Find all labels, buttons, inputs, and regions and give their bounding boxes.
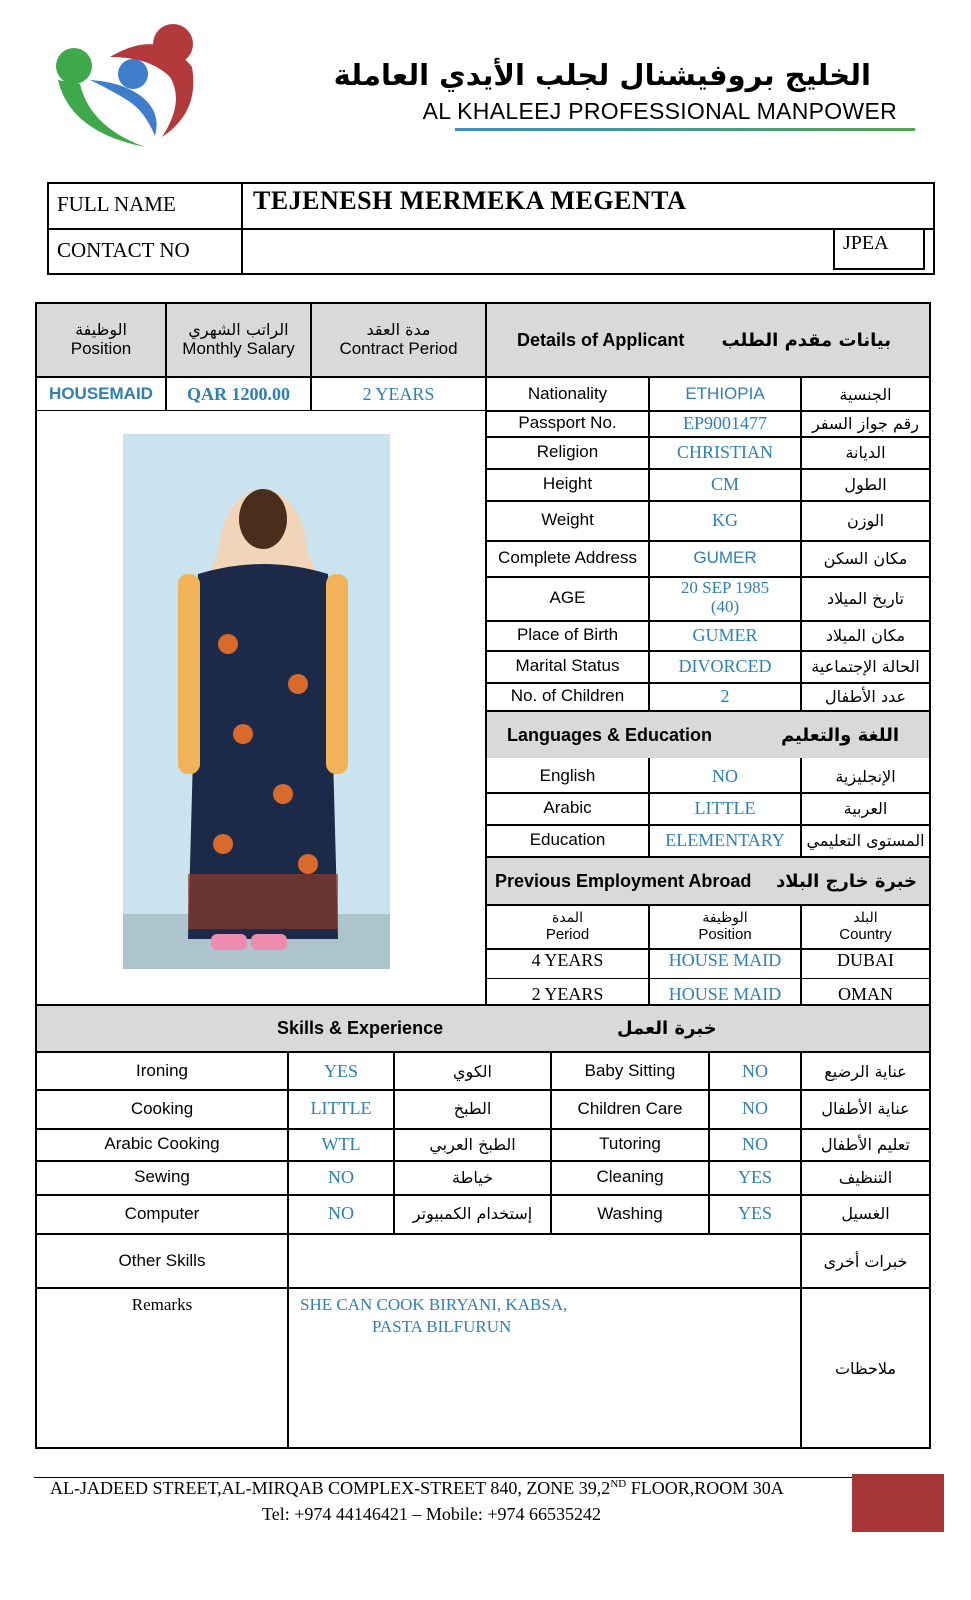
position-header-en: Position [70, 339, 132, 359]
contract-value: 2 YEARS [362, 383, 435, 404]
skill-label: Washing [597, 1203, 663, 1223]
identity-box [47, 182, 935, 275]
applicant-field-label-ar: الوزن [846, 510, 885, 530]
salary-value: QAR 1200.00 [187, 383, 290, 404]
face [239, 489, 287, 549]
skill-label-ar: عناية الرضيع [824, 1061, 907, 1081]
employment-period: 4 YEARS [531, 949, 604, 970]
address-end: FLOOR,ROOM 30A [626, 1478, 784, 1498]
skill-value: YES [737, 1166, 772, 1187]
applicant-field-value [650, 576, 800, 620]
language-value: NO [712, 765, 738, 786]
address-superscript: ND [610, 1478, 627, 1490]
details-header-en: Details of Applicant [517, 329, 685, 350]
left-shoe [211, 934, 247, 950]
applicant-field-value: CM [710, 473, 739, 494]
skill-label: Cooking [130, 1098, 194, 1118]
applicant-field-label-ar: الحالة الإجتماعية [811, 656, 920, 676]
position-header-ar: الوظيفة [75, 320, 127, 340]
company-logo [50, 22, 200, 147]
divider [485, 904, 931, 906]
footer-accent-box [852, 1474, 944, 1532]
divider [485, 948, 931, 950]
applicant-field-label: AGE [549, 588, 586, 607]
applicant-field-value: GUMER [692, 624, 758, 645]
skill-value: NO [742, 1060, 768, 1081]
right-sleeve [326, 574, 348, 774]
company-name-arabic: الخليج بروفيشنال لجلب الأيدي العاملة [333, 58, 871, 92]
skill-value: LITTLE [310, 1098, 372, 1118]
contract-header-en: Contract Period [339, 339, 458, 359]
skill-label-ar: الكوي [453, 1061, 492, 1081]
salary-header-en: Monthly Salary [182, 339, 295, 359]
skill-label-ar: الطبخ العربي [429, 1134, 516, 1154]
position-value: HOUSEMAID [49, 384, 153, 403]
position-head-en: Position [698, 926, 752, 944]
divider [35, 410, 487, 411]
divider [35, 1447, 931, 1449]
skills-title-en: Skills & Experience [277, 1018, 444, 1038]
employment-period: 2 YEARS [531, 983, 604, 1004]
applicant-field-value: EP9001477 [682, 412, 767, 433]
employment-period-head [487, 906, 648, 948]
applicant-field-value: ETHIOPIA [685, 384, 765, 403]
skill-label: Ironing [136, 1061, 188, 1080]
applicant-field-label: Place of Birth [516, 625, 619, 644]
applicant-field-label-ar: الطول [844, 474, 887, 494]
applicant-field-value: KG [712, 509, 738, 530]
divider [485, 978, 931, 979]
dress-pattern [288, 674, 308, 694]
employment-position: HOUSE MAID [668, 983, 782, 1004]
languages-title-ar: اللغة والتعليم [780, 724, 899, 746]
right-shoe [251, 934, 287, 950]
skill-label-ar: التنظيف [838, 1167, 893, 1187]
full-name-label: FULL NAME [57, 192, 176, 216]
language-label-ar: المستوى التعليمي [806, 830, 925, 850]
applicant-field-label-ar: الديانة [845, 442, 886, 462]
logo-blue-dot [118, 59, 148, 89]
divider [35, 1287, 931, 1289]
applicant-field-label: Marital Status [515, 656, 620, 675]
employment-title-en: Previous Employment Abroad [495, 870, 752, 891]
period-head-ar: المدة [552, 909, 583, 926]
applicant-field-label: Weight [541, 510, 594, 529]
skills-title-ar: خبرة العمل [617, 1018, 717, 1039]
skill-value: NO [742, 1098, 768, 1118]
dress-pattern [218, 634, 238, 654]
applicant-field-value: DIVORCED [678, 655, 772, 676]
skill-label-ar: خياطة [452, 1167, 493, 1187]
footer-phones: Tel: +974 44146421 – Mobile: +974 66535242 [262, 1504, 602, 1524]
skill-value: WTL [321, 1133, 361, 1154]
language-label: Education [529, 830, 606, 849]
contract-header-ar: مدة العقد [366, 320, 431, 340]
logo-green-arc [58, 80, 145, 147]
details-header [487, 304, 929, 376]
other-skills-value [289, 1235, 800, 1287]
language-value: LITTLE [694, 797, 756, 818]
languages-title-en: Languages & Education [507, 724, 713, 745]
employment-position-head [650, 906, 800, 948]
full-name-value: TEJENESH MERMEKA MEGENTA [253, 186, 687, 215]
skill-label-ar: الغسيل [841, 1204, 890, 1223]
remarks-line-1: SHE CAN COOK BIRYANI, KABSA, [300, 1295, 568, 1314]
applicant-field-label: Complete Address [498, 548, 637, 567]
remarks-line-2: PASTA BILFURUN [372, 1317, 512, 1336]
applicant-field-label: No. of Children [510, 686, 625, 705]
address-text: AL-JADEED STREET,AL-MIRQAB COMPLEX-STREET 840, ZONE 39,2 [50, 1478, 611, 1498]
applicant-field-label: Height [542, 474, 593, 493]
skill-label-ar: تعليم الأطفال [821, 1134, 910, 1154]
position-head-ar: الوظيفة [702, 909, 748, 926]
language-label: English [539, 766, 596, 785]
skill-value: NO [742, 1133, 768, 1154]
language-value: ELEMENTARY [665, 829, 785, 850]
salary-header-ar: الراتب الشهري [188, 320, 289, 340]
country-head-en: Country [839, 926, 892, 944]
country-head-ar: البلد [853, 909, 878, 926]
employment-country-head [802, 906, 929, 948]
contract-header [312, 306, 485, 374]
language-label: Arabic [543, 798, 592, 817]
skill-value: NO [328, 1166, 354, 1187]
applicant-field-value: GUMER [693, 548, 757, 567]
other-skills-label-ar: خبرات أخرى [823, 1251, 908, 1271]
skills-header [37, 1006, 929, 1051]
employment-title-ar: خبرة خارج البلاد [776, 870, 917, 892]
employment-position: HOUSE MAID [668, 949, 782, 970]
title-underline [455, 128, 915, 131]
applicant-field-label-ar: مكان السكن [823, 548, 908, 568]
skill-value: YES [323, 1060, 358, 1081]
divider [929, 302, 931, 1449]
skill-label: Arabic Cooking [104, 1134, 220, 1153]
skill-label: Children Care [577, 1098, 683, 1118]
language-label-ar: العربية [843, 798, 888, 818]
applicant-photo [123, 434, 390, 969]
employment-header [487, 858, 929, 904]
skill-value: YES [737, 1203, 772, 1223]
dress-pattern [233, 724, 253, 744]
skill-label-ar: الطبخ [453, 1099, 492, 1118]
applicant-field-label-ar: مكان الميلاد [825, 625, 906, 645]
salary-header [167, 306, 310, 374]
applicant-field-label-ar: عدد الأطفال [824, 686, 907, 706]
applicant-field-label: Nationality [527, 384, 608, 403]
skill-value: NO [328, 1203, 354, 1223]
position-header [37, 306, 165, 374]
employment-country: DUBAI [837, 949, 894, 970]
applicant-field-label: Religion [536, 442, 599, 461]
applicant-field-label-ar: الجنسية [839, 384, 892, 404]
skill-label: Cleaning [596, 1167, 664, 1186]
footer-address [50, 1478, 784, 1499]
skill-label-ar: عناية الأطفال [821, 1099, 910, 1118]
company-name-english: AL KHALEEJ PROFESSIONAL MANPOWER [422, 98, 897, 124]
skill-label: Baby Sitting [584, 1061, 676, 1080]
agency-code: JPEA [833, 228, 925, 270]
employment-country: OMAN [837, 983, 893, 1004]
applicant-field-label-ar: تاريخ الميلاد [827, 588, 904, 608]
languages-header [487, 712, 929, 758]
details-header-ar: بيانات مقدم الطلب [721, 329, 891, 351]
skill-label: Sewing [134, 1167, 190, 1186]
dress-hem [188, 874, 338, 929]
applicant-field-value: 2 [720, 685, 730, 706]
skill-label: Computer [124, 1203, 200, 1223]
applicant-field-value: CHRISTIAN [676, 441, 773, 462]
divider [49, 228, 933, 230]
remarks-label: Remarks [131, 1295, 193, 1314]
dress-pattern [213, 834, 233, 854]
applicant-value-line: 20 SEP 1985 [680, 578, 770, 598]
applicant-field-label: Passport No. [518, 413, 617, 432]
left-sleeve [178, 574, 200, 774]
remarks-label-ar: ملاحظات [834, 1358, 897, 1378]
language-label-ar: الإنجليزية [835, 766, 896, 786]
applicant-field-label-ar: رقم جواز السفر [811, 413, 920, 433]
period-head-en: Period [545, 926, 590, 944]
skill-label: Tutoring [599, 1134, 661, 1153]
applicant-value-line: (40) [710, 597, 740, 616]
dress-pattern [298, 854, 318, 874]
other-skills-label: Other Skills [118, 1251, 206, 1270]
contact-label: CONTACT NO [57, 238, 190, 262]
dress-pattern [273, 784, 293, 804]
skill-label-ar: إستخدام الكمبيوتر [412, 1204, 533, 1223]
logo-green-dot [56, 48, 92, 84]
